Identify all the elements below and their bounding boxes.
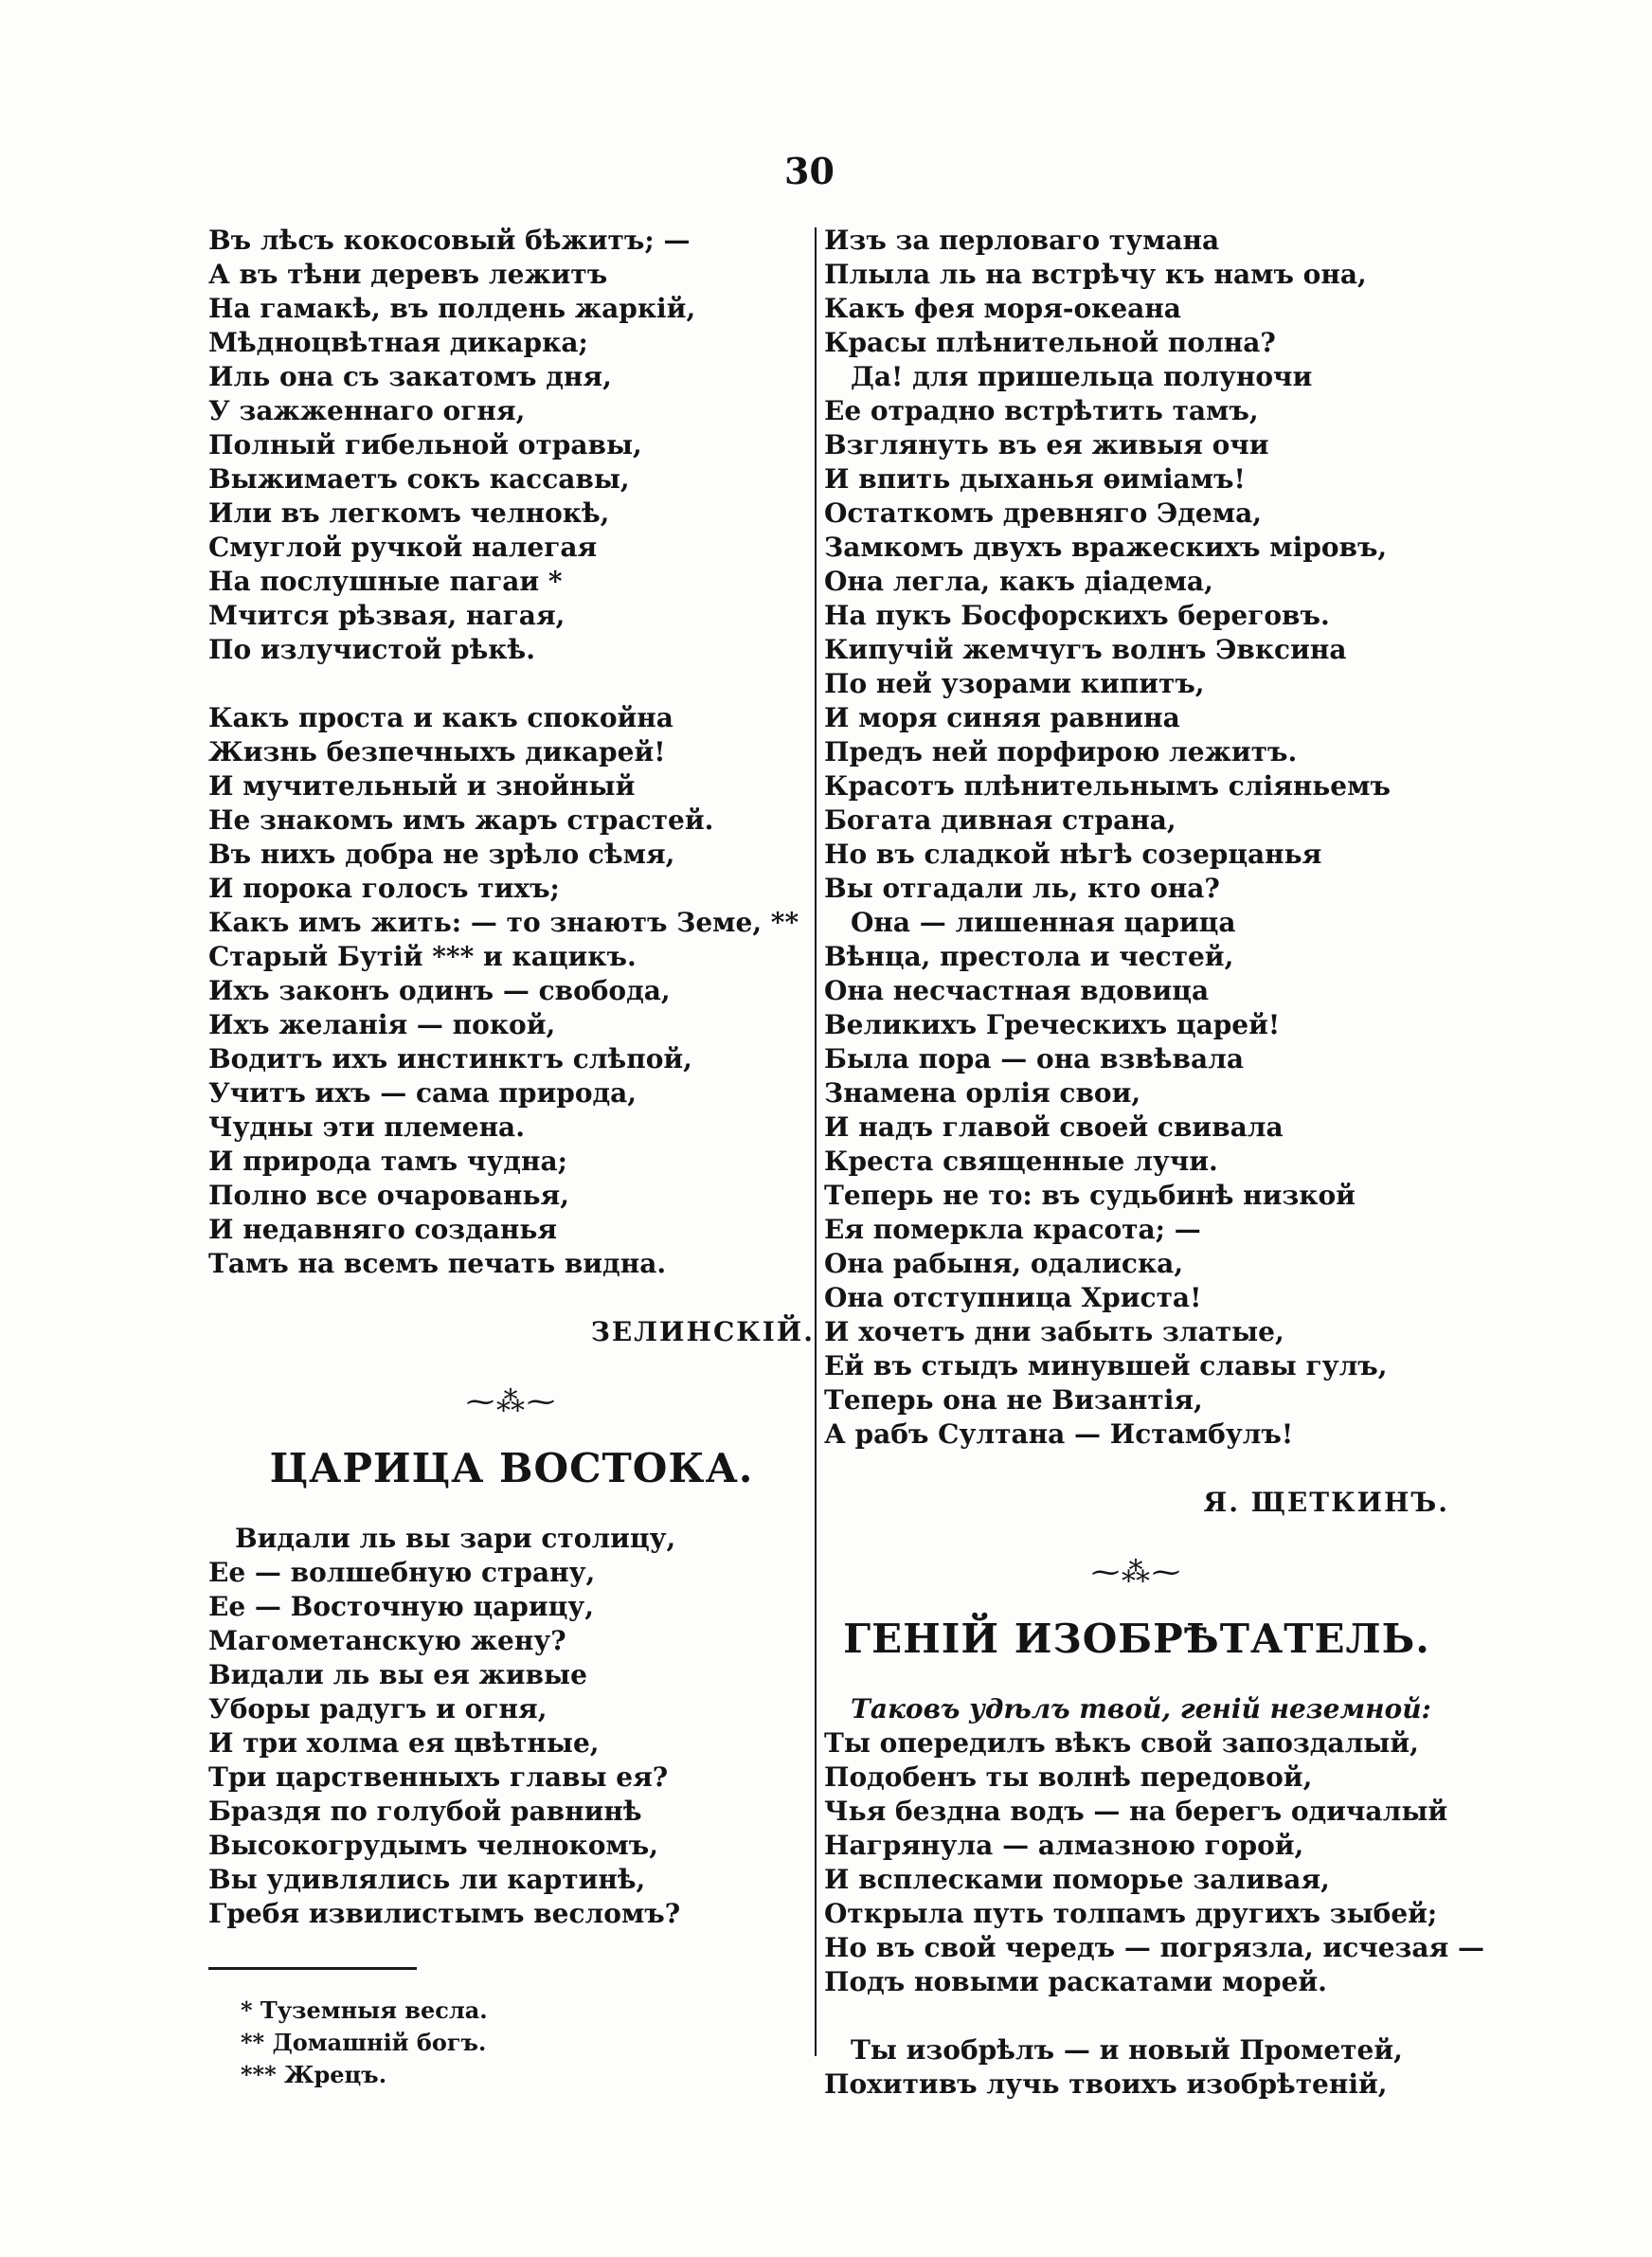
poem2-stanza1 xyxy=(208,1522,815,1931)
verse-line: Она несчастная вдовица xyxy=(824,975,1210,1006)
poem2-stanza4 xyxy=(824,906,1449,1452)
column-divider xyxy=(815,227,817,2056)
verse-line: Но въ сладкой нѣгѣ созерцанья xyxy=(824,839,1322,870)
left-column xyxy=(208,224,815,2091)
verse-line: Какъ проста и какъ спокойна xyxy=(208,702,673,733)
verse-line: И мучительный и знойный xyxy=(208,770,636,802)
verse-line: По ней узорами кипитъ, xyxy=(824,668,1205,699)
poem2-author: Я. ЩЕТКИНЪ. xyxy=(1203,1487,1449,1518)
verse-line: Замкомъ двухъ вражескихъ міровъ, xyxy=(824,532,1388,563)
verse-line: Красотъ плѣнительнымъ сліяньемъ xyxy=(824,770,1391,802)
poem1-author: ЗЕЛИНСКІЙ. xyxy=(590,1316,815,1347)
verse-line: На пукъ Босфорскихъ береговъ. xyxy=(824,600,1330,631)
poem3-stanza1 xyxy=(824,1726,1485,1999)
verse-line: Ихъ желанія — покой, xyxy=(208,1009,556,1040)
verse-line: И недавняго созданья xyxy=(208,1214,558,1245)
verse-line: Уборы радугъ и огня, xyxy=(208,1693,548,1724)
verse-line: И надъ главой своей свивала xyxy=(824,1111,1284,1143)
verse-line: Подъ новыми раскатами морей. xyxy=(824,1966,1327,1997)
verse-line: Жизнь безпечныхъ дикарей! xyxy=(208,736,666,767)
verse-line: Остаткомъ древняго Эдема, xyxy=(824,497,1262,529)
verse-line: Мѣдноцвѣтная дикарка; xyxy=(208,327,588,358)
verse-line: Изъ за перловаго тумана xyxy=(824,225,1220,256)
verse-line: Ее — волшебную страну, xyxy=(208,1557,596,1588)
verse-line: Теперь она не Византія, xyxy=(824,1384,1203,1416)
verse-line: Но въ свой чередъ — погрязла, исчезая — xyxy=(824,1932,1485,1963)
verse-line: Ее отрадно встрѣтить тамъ, xyxy=(824,395,1259,426)
verse-line: Старый Бутій *** и кацикъ. xyxy=(208,941,637,972)
verse-line: А рабъ Султана — Истамбулъ! xyxy=(824,1418,1294,1450)
verse-line: Ихъ законъ одинъ — свобода, xyxy=(208,975,671,1006)
verse-line: Подобенъ ты волнѣ передовой, xyxy=(824,1761,1313,1793)
verse-line: Креста священные лучи. xyxy=(824,1146,1218,1177)
verse-line: Вѣнца, престола и честей, xyxy=(824,941,1234,972)
verse-line: Полный гибельной отравы, xyxy=(208,429,642,460)
verse-line: Вы удивлялись ли картинѣ, xyxy=(208,1864,646,1895)
verse-line: Какъ фея моря-океана xyxy=(824,293,1181,324)
footnote: ** Домашній богъ. xyxy=(241,2029,487,2056)
poem3-title: ГЕНІЙ ИЗОБРѢТАТЕЛЬ. xyxy=(843,1616,1430,1662)
footnote: * Туземныя весла. xyxy=(241,1996,488,2024)
verse-line: Да! для пришельца полуночи xyxy=(851,361,1313,392)
verse-line: Похитивъ лучь твоихъ изобрѣтеній, xyxy=(824,2068,1388,2100)
verse-line: Браздя по голубой равнинѣ xyxy=(208,1796,642,1827)
right-column xyxy=(824,224,1485,2102)
verse-line: Въ нихъ добра не зрѣло сѣмя, xyxy=(208,839,675,870)
verse-line: Знамена орлія свои, xyxy=(824,1077,1141,1109)
verse-line: И хочетъ дни забыть златые, xyxy=(824,1316,1284,1347)
verse-line: Не знакомъ имъ жаръ страстей. xyxy=(208,804,714,836)
verse-line: И природа тамъ чудна; xyxy=(208,1146,567,1177)
footnotes xyxy=(208,1995,815,2091)
verse-line: На послушные пагаи * xyxy=(208,566,563,597)
verse-line: Кипучій жемчугъ волнъ Эвксина xyxy=(824,634,1347,665)
ornament-vignette: ⁓⁂⁓ xyxy=(1091,1556,1182,1589)
verse-line: На гамакѣ, въ полдень жаркій, xyxy=(208,293,696,324)
verse-line: Три царственныхъ главы ея? xyxy=(208,1761,669,1793)
verse-line: Она рабыня, одалиска, xyxy=(824,1248,1184,1279)
verse-line: Вы отгадали ль, кто она? xyxy=(824,873,1220,904)
verse-line: И три холма ея цвѣтные, xyxy=(208,1727,600,1759)
verse-line: Чья бездна водъ — на берегъ одичалый xyxy=(824,1796,1448,1827)
verse-line: И всплесками поморье заливая, xyxy=(824,1864,1330,1895)
verse-line: Видали ль вы зари столицу, xyxy=(235,1523,676,1554)
poem1-stanza1 xyxy=(208,224,815,667)
verse-line: Нагрянула — алмазною горой, xyxy=(824,1830,1304,1861)
verse-line: И впить дыханья ѳиміамъ! xyxy=(824,463,1246,495)
verse-line: Была пора — она взвѣвала xyxy=(824,1043,1245,1074)
footnote-rule xyxy=(208,1967,417,1970)
verse-line: Въ лѣсъ кокосовый бѣжитъ; — xyxy=(208,225,691,256)
verse-line: Ея померкла красота; — xyxy=(824,1214,1201,1245)
verse-line: Полно все очарованья, xyxy=(208,1180,569,1211)
verse-line: Великихъ Греческихъ царей! xyxy=(824,1009,1281,1040)
verse-line: И моря синяя равнина xyxy=(824,702,1180,733)
poem3-epigraph: Таковъ удѣлъ твой, геній неземной: xyxy=(851,1693,1431,1724)
verse-line: Водитъ ихъ инстинктъ слѣпой, xyxy=(208,1043,692,1074)
verse-line: Ее — Восточную царицу, xyxy=(208,1591,594,1622)
verse-line: И порока голосъ тихъ; xyxy=(208,873,560,904)
ornament-vignette: ⁓⁂⁓ xyxy=(466,1385,557,1418)
verse-line: Высокогрудымъ челнокомъ, xyxy=(208,1830,658,1861)
poem2-stanza2 xyxy=(824,224,1449,360)
verse-line: Она отступница Христа! xyxy=(824,1282,1202,1313)
verse-line: Красы плѣнительной полна? xyxy=(824,327,1276,358)
verse-line: Или въ легкомъ челнокѣ, xyxy=(208,497,610,529)
verse-line: Ты опередилъ вѣкъ свой запоздалый, xyxy=(824,1727,1419,1759)
verse-line: Ей въ стыдъ минувшей славы гулъ, xyxy=(824,1350,1388,1381)
verse-line: Теперь не то: въ судьбинѣ низкой xyxy=(824,1180,1356,1211)
verse-line: Богата дивная страна, xyxy=(824,804,1176,836)
verse-line: Она — лишенная царица xyxy=(851,907,1236,938)
verse-line: Тамъ на всемъ печать видна. xyxy=(208,1248,667,1279)
poem2-stanza3 xyxy=(824,360,1449,906)
verse-line: Видали ль вы ея живые xyxy=(208,1659,587,1690)
verse-line: Смуглой ручкой налегая xyxy=(208,532,598,563)
verse-line: Иль она съ закатомъ дня, xyxy=(208,361,612,392)
verse-line: Какъ имъ жить: — то знаютъ Земе, ** xyxy=(208,907,799,938)
verse-line: Выжимаетъ сокъ кассавы, xyxy=(208,463,630,495)
verse-line: Магометанскую жену? xyxy=(208,1625,566,1656)
verse-line: У зажженнаго огня, xyxy=(208,395,526,426)
page-number: 30 xyxy=(784,150,835,192)
verse-line: Мчится рѣзвая, нагая, xyxy=(208,600,566,631)
verse-line: Открыла путь толпамъ другихъ зыбей; xyxy=(824,1898,1438,1929)
verse-line: А въ тѣни деревъ лежитъ xyxy=(208,259,608,290)
poem3-stanza2 xyxy=(824,2033,1449,2102)
verse-line: Гребя извилистымъ весломъ? xyxy=(208,1898,681,1929)
footnote: *** Жрецъ. xyxy=(241,2061,387,2088)
verse-line: Учитъ ихъ — сама природа, xyxy=(208,1077,637,1109)
poem2-title: ЦАРИЦА ВОСТОКА. xyxy=(269,1445,754,1491)
verse-line: Плыла ль на встрѣчу къ намъ она, xyxy=(824,259,1367,290)
verse-line: Предъ ней порфирою лежитъ. xyxy=(824,736,1298,767)
verse-line: Ты изобрѣлъ — и новый Прометей, xyxy=(851,2034,1403,2066)
verse-line: Чудны эти племена. xyxy=(208,1111,525,1143)
verse-line: Она легла, какъ діадема, xyxy=(824,566,1213,597)
verse-line: По излучистой рѣкѣ. xyxy=(208,634,535,665)
poem1-stanza2 xyxy=(208,701,815,1281)
verse-line: Взглянуть въ ея живыя очи xyxy=(824,429,1269,460)
